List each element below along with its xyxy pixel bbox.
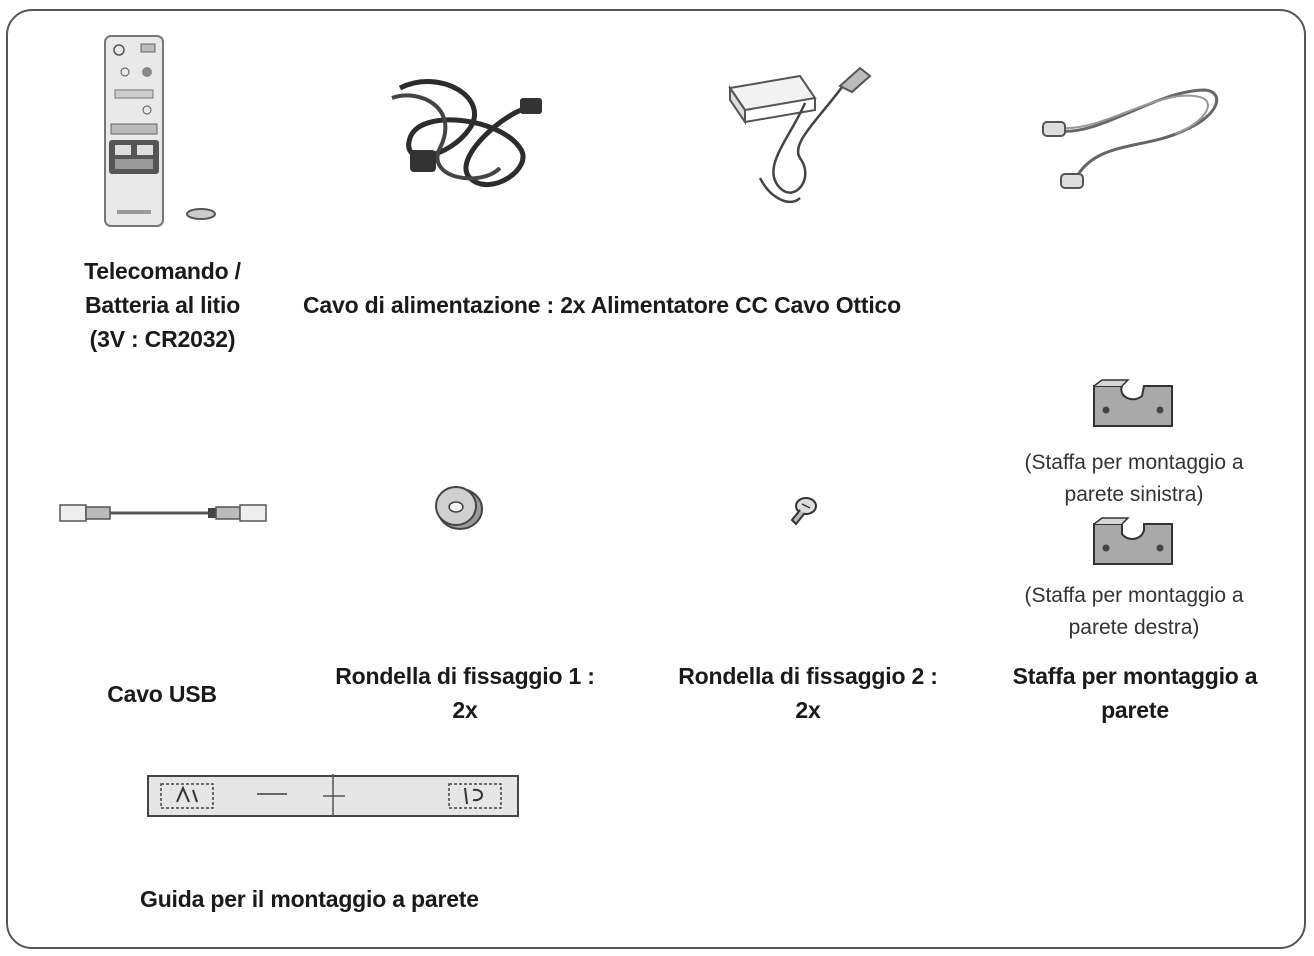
usb-cable-illustration [58,498,268,528]
washer-2-label [648,659,968,727]
remote-label-line-3: (3V : CR2032) [89,326,236,352]
remote-label-line-2: Batteria al litio [84,292,241,318]
optical-cable-illustration [1035,70,1225,200]
remote-label-line-1: Telecomando / [84,258,241,284]
left-bracket-note [1000,447,1268,511]
row1-caption: Cavo di alimentazione : 2x Alimentatore CC Cavo Ottico [303,292,901,318]
washer-2-label-line-1: Rondella di fissaggio 2 : [678,663,938,689]
remote-control-illustration [95,32,235,232]
power-cable-illustration [380,68,550,208]
remote-label [60,254,265,356]
washer-2-illustration [786,494,820,528]
washer-1-label-line-2: 2x [452,697,478,723]
washer-1-label-line-1: Rondella di fissaggio 1 : [335,663,595,689]
washer-1-illustration [432,482,486,532]
bracket-label [985,659,1285,727]
left-bracket-note-line-1: (Staffa per montaggio a [1024,451,1244,474]
right-bracket-illustration [1088,516,1178,572]
usb-label: Cavo USB [107,681,217,707]
wall-mount-guide-illustration [147,772,521,820]
dc-adapter-illustration [720,58,890,218]
bracket-label-line-1: Staffa per montaggio a [1012,663,1258,689]
washer-2-label-line-2: 2x [795,697,821,723]
left-bracket-note-line-2: parete sinistra) [1064,483,1204,506]
washer-1-label [305,659,625,727]
right-bracket-note-line-2: parete destra) [1068,616,1200,639]
wall-mount-guide-label: Guida per il montaggio a parete [140,886,479,912]
bracket-label-line-2: parete [1101,697,1169,723]
right-bracket-note-line-1: (Staffa per montaggio a [1024,584,1244,607]
right-bracket-note [1000,580,1268,644]
left-bracket-illustration [1088,378,1178,434]
